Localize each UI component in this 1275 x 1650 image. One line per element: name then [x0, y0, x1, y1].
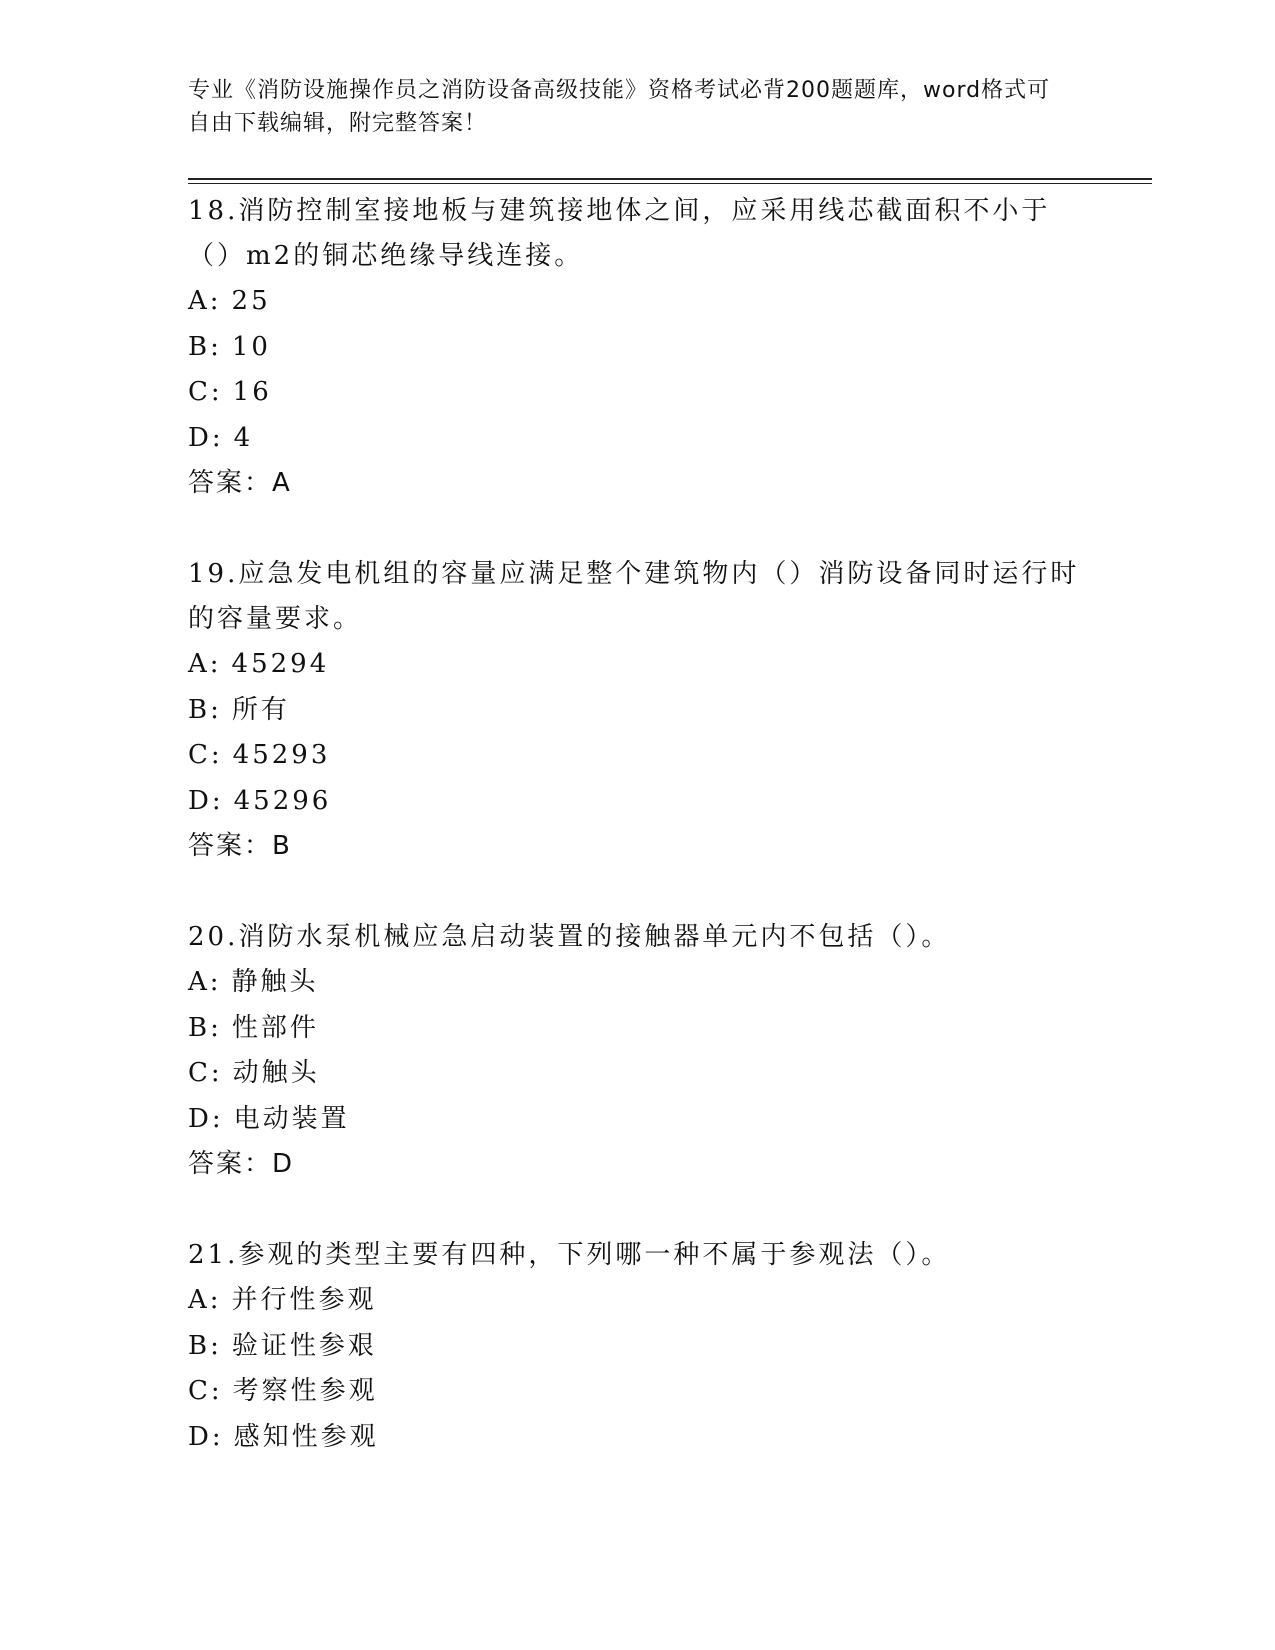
- option-text: 25: [231, 286, 271, 316]
- question-21: [188, 1233, 1088, 1460]
- option-c: [188, 1369, 1088, 1415]
- option-letter: D:: [188, 1421, 224, 1452]
- option-c: [188, 1051, 1088, 1097]
- option-c: [188, 733, 1088, 779]
- option-text: 考察性参观: [232, 1376, 378, 1406]
- option-a: [188, 279, 1088, 325]
- answer-line: 答案：B: [188, 831, 292, 861]
- option-letter: D:: [188, 785, 224, 816]
- option-a: [188, 642, 1088, 688]
- option-text: 45293: [232, 740, 331, 770]
- option-text: 动触头: [232, 1058, 320, 1088]
- option-letter: B:: [188, 694, 222, 725]
- option-b: [188, 688, 1088, 734]
- option-letter: C:: [188, 1058, 223, 1088]
- question-20: [188, 915, 1088, 1187]
- question-stem: 21.参观的类型主要有四种，下列哪一种不属于参观法（）。: [188, 1240, 951, 1270]
- option-letter: C:: [188, 740, 223, 770]
- option-letter: A:: [188, 649, 222, 679]
- option-d: [188, 779, 1088, 825]
- option-letter: C:: [188, 377, 223, 407]
- option-letter: D:: [188, 422, 224, 453]
- option-letter: A:: [188, 967, 222, 997]
- answer-line: 答案：D: [188, 1149, 295, 1179]
- question-19: [188, 552, 1088, 869]
- option-letter: A:: [188, 1285, 222, 1315]
- option-b: [188, 325, 1088, 371]
- option-text: 静触头: [231, 967, 319, 997]
- option-text: 并行性参观: [231, 1285, 377, 1315]
- option-d: [188, 416, 1088, 462]
- option-d: [188, 1097, 1088, 1143]
- document-intro: 专业《消防设施操作员之消防设备高级技能》资格考试必背200题题库，word格式可自由下载编辑，附完整答案！: [188, 78, 1051, 136]
- option-b: [188, 1006, 1088, 1052]
- header-divider-thin: [188, 183, 1152, 184]
- option-letter: B:: [188, 1012, 222, 1043]
- option-text: 电动装置: [233, 1103, 350, 1134]
- option-letter: D:: [188, 1103, 224, 1134]
- option-c: [188, 370, 1088, 416]
- question-stem: 18.消防控制室接地板与建筑接地体之间，应采用线芯截面积不小于（）m2的铜芯绝缘导线连接。: [188, 196, 1051, 271]
- option-text: 4: [233, 422, 254, 453]
- option-text: 45296: [233, 785, 332, 816]
- option-letter: A:: [188, 286, 222, 316]
- option-letter: C:: [188, 1376, 223, 1406]
- option-text: 验证性参艰: [231, 1330, 377, 1361]
- option-a: [188, 1278, 1088, 1324]
- question-stem: 20.消防水泵机械应急启动装置的接触器单元内不包括（）。: [188, 922, 951, 952]
- option-a: [188, 960, 1088, 1006]
- question-18: [188, 189, 1088, 506]
- answer-line: 答案：A: [188, 468, 292, 498]
- option-text: 45294: [231, 649, 330, 679]
- option-d: [188, 1415, 1088, 1461]
- option-b: [188, 1324, 1088, 1370]
- question-stem: 19.应急发电机组的容量应满足整个建筑物内（）消防设备同时运行时的容量要求。: [188, 559, 1080, 634]
- option-text: 10: [231, 331, 271, 362]
- option-text: 感知性参观: [233, 1421, 379, 1452]
- header-divider-thick: [188, 178, 1152, 180]
- option-text: 性部件: [231, 1012, 319, 1043]
- option-letter: B:: [188, 1330, 222, 1361]
- option-text: 16: [232, 377, 272, 407]
- option-text: 所有: [231, 694, 290, 725]
- option-letter: B:: [188, 331, 222, 362]
